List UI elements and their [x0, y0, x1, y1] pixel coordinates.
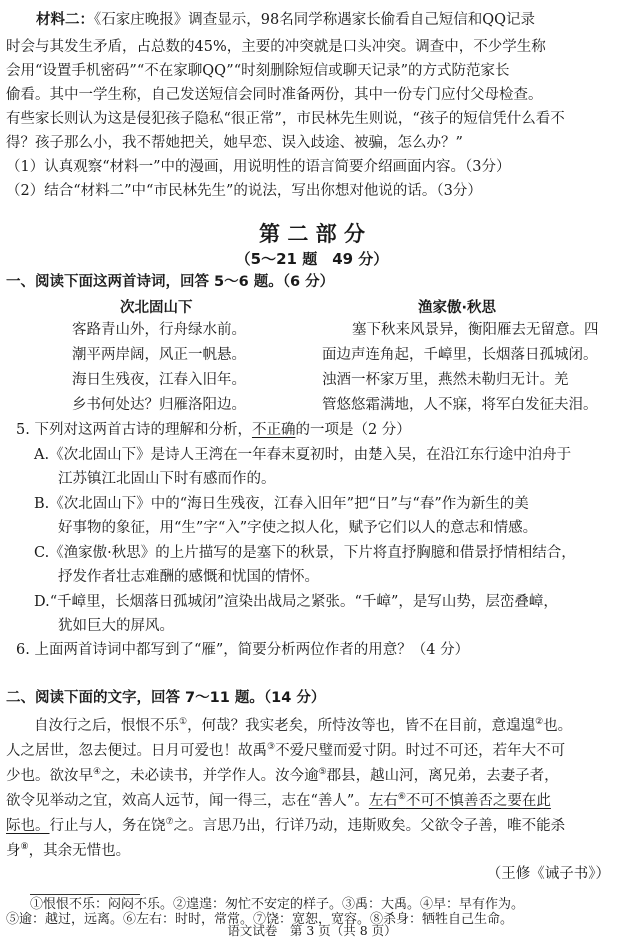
q5-option-d-line2: 犹如巨大的屏风。	[58, 618, 174, 634]
q5-option-b-line2: 好事物的象征，用“生”字“入”字使之拟人化，赋予它们以人的意志和情感。	[58, 520, 538, 536]
classical-text-line3: 少也。欲汝早④之，未必读书，并学作人。汝今逾⑤郡县，越山河，离兄弟，去妻子者，	[6, 767, 559, 784]
page-footer: 语文试卷 第 3 页（共 8 页）	[227, 923, 397, 938]
material2-text-5: 有些家长则认为这是侵犯孩子隐私“很正常”，市民林先生则说，“孩子的短信凭什么看不	[6, 111, 565, 127]
poem1-line-1: 客路青山外，行舟绿水前。	[72, 322, 246, 338]
q5-stem-part-c: 的一项是（2 分）	[295, 422, 411, 438]
section2-heading: 二、阅读下面的文字，回答 7～11 题。（14 分）	[6, 690, 326, 706]
poem2-line-4: 管悠悠霜满地，人不寐，将军白发征夫泪。	[322, 397, 598, 413]
footnote-line-2: ⑤逾：越过，远离。⑥左右：时时，常常。⑦饶：宽恕，宽容。⑧杀身：牺牲自己生命。	[6, 912, 514, 927]
material2-text-1: 《石家庄晚报》调查显示，98名同学称遇家长偷看自己短信和QQ记录	[94, 12, 535, 28]
classical-text-line5: 际也。行止与人，务在饶⑦之。言思乃出，行详乃动，违斯败矣。父欲令子善，唯不能杀	[6, 817, 566, 834]
poem1-title: 次北固山下	[120, 300, 193, 316]
footnote-line-1: ①恨恨不乐：闷闷不乐。②遑遑：匆忙不安定的样子。③禹：大禹。④早：早有作为。	[30, 897, 525, 912]
poem2-line-3: 浊酒一杯家万里，燕然未勒归无计。羌	[322, 372, 569, 388]
poem2-line-1: 塞下秋来风景异，衡阳雁去无留意。四	[352, 322, 599, 338]
footnote-mark-1: ①	[179, 717, 188, 727]
footnote-mark-7: ⑦	[165, 817, 174, 827]
footnote-mark-6: ⑥	[397, 792, 406, 802]
q5-option-c-line1: C.《渔家傲·秋思》的上片描写的是塞下的秋景，下片将直抒胸臆和借景抒情相结合，	[34, 545, 576, 561]
footnote-mark-4: ④	[93, 767, 102, 777]
q5-option-d-line1: D.“千嶂里，长烟落日孤城闭”渲染出战局之紧张。“千嶂”，是写山势，层峦叠嶂，	[34, 594, 558, 610]
underlined-sentence-end: 际也。	[6, 817, 50, 834]
poem1-line-3: 海日生残夜，江春入旧年。	[72, 372, 246, 388]
poem1-line-4: 乡书何处达？归雁洛阳边。	[72, 397, 246, 413]
footnote-mark-5: ⑤	[318, 767, 327, 777]
q5-option-c-line2: 抒发作者壮志难酬的感慨和忧国的情怀。	[58, 569, 319, 585]
q5-option-a-line2: 江苏镇江北固山下时有感而作的。	[58, 471, 276, 487]
material2-line1	[36, 10, 535, 30]
classical-text-line2: 人之居世，忽去便过。日月可爱也！故禹③不爱尺璧而爱寸阴。时过不可还，若年大不可	[6, 742, 566, 759]
classical-text-line4: 欲令见举动之宜，效高人远节，闻一得三，志在“善人”。左右⑥不可不慎善否之要在此	[6, 792, 551, 809]
material2-text-3: 会用“设置手机密码”“不在家聊QQ”“时刻删除短信或聊天记录”的方式防范家长	[6, 63, 510, 79]
footnote-mark-3: ③	[267, 742, 276, 752]
poem2-line-2: 面边声连角起，千嶂里，长烟落日孤城闭。	[322, 347, 598, 363]
question-6: 6. 上面两首诗词中都写到了“雁”，简要分析两位作者的用意？（4 分）	[16, 642, 470, 658]
footnote-mark-8: ⑧	[20, 842, 29, 852]
q5-stem-part-a: 5. 下列对这两首古诗的理解和分析，	[16, 422, 252, 438]
q5-stem-emphasis: 不正确	[251, 422, 296, 438]
footnote-divider	[30, 894, 140, 895]
classical-text-line1: 自汝行之后，恨恨不乐①，何哉？我实老矣，所恃汝等也，皆不在目前，意遑遑②也。	[34, 717, 573, 734]
question-5-stem	[16, 420, 411, 440]
section1-heading: 一、阅读下面这两首诗词，回答 5～6 题。（6 分）	[6, 274, 335, 290]
material2-text-6: 得？孩子那么小，我不帮她把关，她早恋、误入歧途、被骗，怎么办？”	[6, 135, 463, 151]
poem2-title: 渔家傲·秋思	[418, 300, 497, 316]
part2-subtitle: （5～21 题 49 分）	[235, 250, 389, 268]
material2-text-4: 偷看。其中一学生称，自己发送短信会同时准备两份，其中一份专门应付父母检查。	[6, 87, 543, 103]
material2-label: 材料二：	[36, 12, 94, 28]
q5-option-b-line1: B.《次北固山下》中的“海日生残夜，江春入旧年”把“日”与“春”作为新生的美	[34, 496, 529, 512]
footnote-mark-2: ②	[535, 717, 544, 727]
material2-text-2: 时会与其发生矛盾，占总数的45%，主要的冲突就是口头冲突。调查中，不少学生称	[6, 39, 546, 55]
q5-option-a-line1: A.《次北固山下》是诗人王湾在一年春末夏初时，由楚入吴，在沿江东行途中泊舟于	[34, 447, 572, 463]
poem1-line-2: 潮平两岸阔，风正一帆悬。	[72, 347, 246, 363]
part2-title: 第 二 部 分	[259, 222, 365, 246]
text-source: （王修《诫子书》）	[486, 866, 610, 882]
question-2: （2）结合“材料二”中“市民林先生”的说法，写出你想对他说的话。（3分）	[6, 183, 482, 199]
underlined-sentence-start: 左右⑥不可不慎善否之要在此	[368, 792, 551, 809]
question-1: （1）认真观察“材料一”中的漫画，用说明性的语言简要介绍画面内容。（3分）	[6, 159, 511, 175]
classical-text-line6: 身⑧，其余无惜也。	[6, 842, 131, 859]
